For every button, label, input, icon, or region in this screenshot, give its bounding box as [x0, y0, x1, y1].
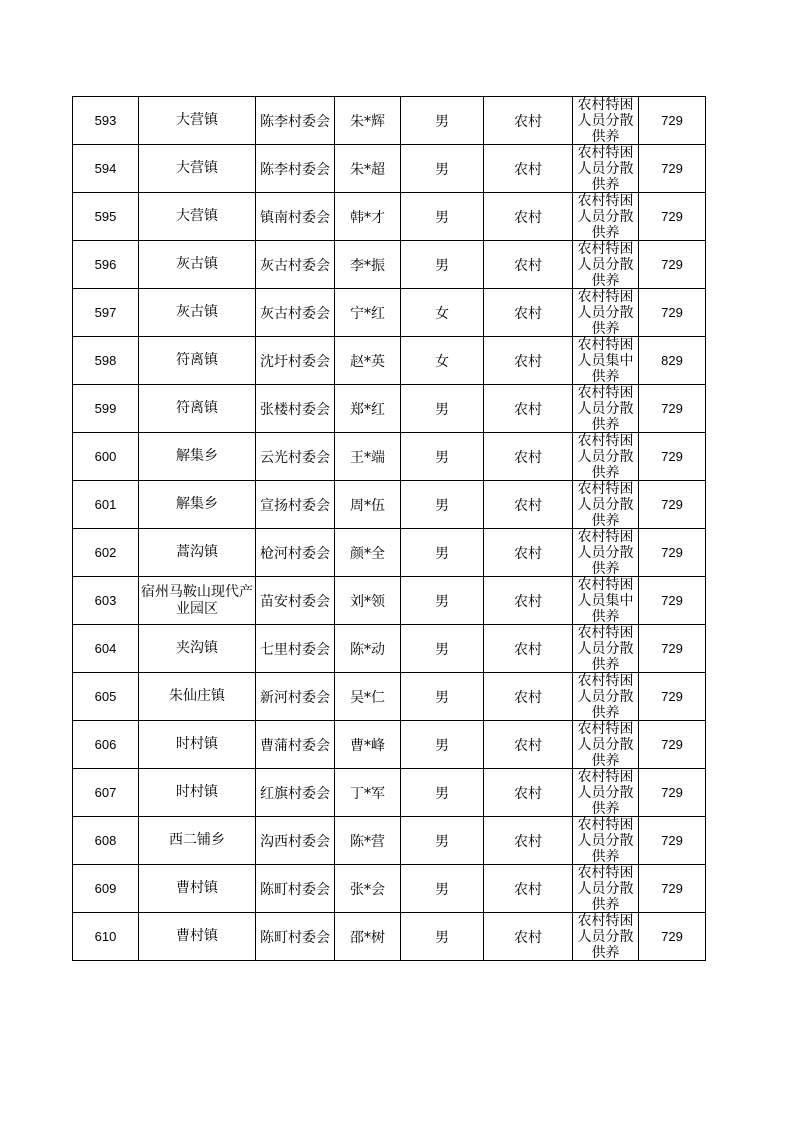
row-number-cell: 606: [73, 721, 139, 769]
support-type-text: 农村特困人员分散供养: [577, 481, 634, 528]
row-number-cell: 600: [73, 433, 139, 481]
support-type-cell: [573, 577, 639, 625]
table-row: [73, 769, 706, 817]
area-type-cell: 农村: [484, 481, 573, 529]
amount-cell: 829: [639, 337, 706, 385]
person-name-cell: 朱*辉: [335, 97, 401, 145]
table-row: [73, 913, 706, 961]
amount-cell: 729: [639, 721, 706, 769]
amount-cell: 729: [639, 529, 706, 577]
amount-cell: 729: [639, 289, 706, 337]
table-row: [73, 97, 706, 145]
amount-cell: 729: [639, 145, 706, 193]
table-row: [73, 193, 706, 241]
gender-cell: 男: [401, 529, 484, 577]
person-name-cell: 吴*仁: [335, 673, 401, 721]
amount-cell: 729: [639, 673, 706, 721]
support-type-cell: [573, 913, 639, 961]
row-number-cell: 604: [73, 625, 139, 673]
town-cell: 解集乡: [139, 433, 256, 481]
amount-cell: 729: [639, 433, 706, 481]
village-cell: 灰古村委会: [256, 289, 335, 337]
village-cell: 红旗村委会: [256, 769, 335, 817]
gender-cell: 男: [401, 193, 484, 241]
gender-cell: 男: [401, 625, 484, 673]
village-cell: 枪河村委会: [256, 529, 335, 577]
area-type-cell: 农村: [484, 145, 573, 193]
support-type-text: 农村特困人员分散供养: [577, 817, 634, 864]
town-cell: 夹沟镇: [139, 625, 256, 673]
area-type-cell: 农村: [484, 577, 573, 625]
table-row: [73, 385, 706, 433]
person-name-cell: 陈*营: [335, 817, 401, 865]
table-row: [73, 529, 706, 577]
person-name-cell: 陈*动: [335, 625, 401, 673]
support-type-cell: [573, 433, 639, 481]
table-row: [73, 721, 706, 769]
support-type-cell: [573, 337, 639, 385]
town-cell: 大营镇: [139, 145, 256, 193]
village-cell: 沈圩村委会: [256, 337, 335, 385]
row-number-cell: 602: [73, 529, 139, 577]
table-row: [73, 673, 706, 721]
table-row: [73, 241, 706, 289]
town-cell: 灰古镇: [139, 241, 256, 289]
town-cell: 大营镇: [139, 97, 256, 145]
town-cell: 时村镇: [139, 721, 256, 769]
row-number-cell: 605: [73, 673, 139, 721]
gender-cell: 男: [401, 481, 484, 529]
area-type-cell: 农村: [484, 241, 573, 289]
town-cell: 宿州马鞍山现代产业园区: [139, 577, 256, 625]
person-name-cell: 李*振: [335, 241, 401, 289]
table-row: [73, 433, 706, 481]
support-type-text: 农村特困人员分散供养: [577, 865, 634, 912]
village-cell: 陈李村委会: [256, 145, 335, 193]
gender-cell: 男: [401, 817, 484, 865]
village-cell: 新河村委会: [256, 673, 335, 721]
gender-cell: 男: [401, 865, 484, 913]
area-type-cell: 农村: [484, 865, 573, 913]
town-cell: 朱仙庄镇: [139, 673, 256, 721]
row-number-cell: 601: [73, 481, 139, 529]
table-row: [73, 865, 706, 913]
town-cell: 曹村镇: [139, 865, 256, 913]
area-type-cell: 农村: [484, 529, 573, 577]
amount-cell: 729: [639, 481, 706, 529]
support-type-text: 农村特困人员分散供养: [577, 433, 634, 480]
person-name-cell: 郑*红: [335, 385, 401, 433]
table-row: [73, 145, 706, 193]
village-cell: 七里村委会: [256, 625, 335, 673]
support-type-cell: [573, 721, 639, 769]
town-cell: 符离镇: [139, 385, 256, 433]
town-cell: 时村镇: [139, 769, 256, 817]
support-type-cell: [573, 385, 639, 433]
support-type-cell: [573, 193, 639, 241]
person-name-cell: 颜*全: [335, 529, 401, 577]
town-cell: 蒿沟镇: [139, 529, 256, 577]
support-type-text: 农村特困人员分散供养: [577, 769, 634, 816]
area-type-cell: 农村: [484, 337, 573, 385]
person-name-cell: 朱*超: [335, 145, 401, 193]
person-name-cell: 韩*才: [335, 193, 401, 241]
support-type-text: 农村特困人员分散供养: [577, 145, 634, 192]
person-name-cell: 丁*军: [335, 769, 401, 817]
gender-cell: 男: [401, 769, 484, 817]
amount-cell: 729: [639, 97, 706, 145]
amount-cell: 729: [639, 865, 706, 913]
village-cell: 灰古村委会: [256, 241, 335, 289]
amount-cell: 729: [639, 625, 706, 673]
person-name-cell: 周*伍: [335, 481, 401, 529]
row-number-cell: 594: [73, 145, 139, 193]
row-number-cell: 597: [73, 289, 139, 337]
support-type-text: 农村特困人员分散供养: [577, 193, 634, 240]
amount-cell: 729: [639, 913, 706, 961]
row-number-cell: 608: [73, 817, 139, 865]
gender-cell: 女: [401, 337, 484, 385]
village-cell: 陈李村委会: [256, 97, 335, 145]
area-type-cell: 农村: [484, 769, 573, 817]
gender-cell: 男: [401, 673, 484, 721]
village-cell: 张楼村委会: [256, 385, 335, 433]
table-row: [73, 337, 706, 385]
support-type-cell: [573, 865, 639, 913]
area-type-cell: 农村: [484, 817, 573, 865]
support-type-cell: [573, 145, 639, 193]
gender-cell: 男: [401, 145, 484, 193]
person-name-cell: 张*会: [335, 865, 401, 913]
village-cell: 陈町村委会: [256, 913, 335, 961]
support-type-cell: [573, 769, 639, 817]
gender-cell: 女: [401, 289, 484, 337]
town-cell: 灰古镇: [139, 289, 256, 337]
gender-cell: 男: [401, 97, 484, 145]
support-type-text: 农村特困人员分散供养: [577, 913, 634, 960]
row-number-cell: 596: [73, 241, 139, 289]
row-number-cell: 610: [73, 913, 139, 961]
gender-cell: 男: [401, 913, 484, 961]
town-cell: 大营镇: [139, 193, 256, 241]
gender-cell: 男: [401, 385, 484, 433]
person-name-cell: 宁*红: [335, 289, 401, 337]
person-name-cell: 赵*英: [335, 337, 401, 385]
table-row: [73, 625, 706, 673]
support-type-cell: [573, 625, 639, 673]
table-row: [73, 817, 706, 865]
support-type-text: 农村特困人员分散供养: [577, 97, 634, 144]
amount-cell: 729: [639, 385, 706, 433]
gender-cell: 男: [401, 577, 484, 625]
village-cell: 曹蒲村委会: [256, 721, 335, 769]
village-cell: 镇南村委会: [256, 193, 335, 241]
row-number-cell: 593: [73, 97, 139, 145]
town-cell: 解集乡: [139, 481, 256, 529]
table-row: [73, 481, 706, 529]
amount-cell: 729: [639, 769, 706, 817]
support-type-text: 农村特困人员分散供养: [577, 625, 634, 672]
table-row: [73, 289, 706, 337]
area-type-cell: 农村: [484, 673, 573, 721]
support-type-text: 农村特困人员分散供养: [577, 529, 634, 576]
support-type-text: 农村特困人员分散供养: [577, 289, 634, 336]
support-type-cell: [573, 673, 639, 721]
person-name-cell: 刘*领: [335, 577, 401, 625]
area-type-cell: 农村: [484, 289, 573, 337]
amount-cell: 729: [639, 577, 706, 625]
row-number-cell: 609: [73, 865, 139, 913]
village-cell: 陈町村委会: [256, 865, 335, 913]
support-type-text: 农村特困人员分散供养: [577, 721, 634, 768]
area-type-cell: 农村: [484, 625, 573, 673]
gender-cell: 男: [401, 721, 484, 769]
table-row: [73, 577, 706, 625]
support-type-cell: [573, 529, 639, 577]
support-type-cell: [573, 289, 639, 337]
area-type-cell: 农村: [484, 97, 573, 145]
village-cell: 云光村委会: [256, 433, 335, 481]
row-number-cell: 595: [73, 193, 139, 241]
area-type-cell: 农村: [484, 433, 573, 481]
town-cell: 符离镇: [139, 337, 256, 385]
village-cell: 沟西村委会: [256, 817, 335, 865]
support-type-cell: [573, 241, 639, 289]
gender-cell: 男: [401, 433, 484, 481]
person-name-cell: 邵*树: [335, 913, 401, 961]
support-type-text: 农村特困人员集中供养: [577, 337, 634, 384]
support-type-cell: [573, 817, 639, 865]
support-type-cell: [573, 481, 639, 529]
support-type-text: 农村特困人员集中供养: [577, 577, 634, 624]
gender-cell: 男: [401, 241, 484, 289]
support-type-text: 农村特困人员分散供养: [577, 673, 634, 720]
row-number-cell: 598: [73, 337, 139, 385]
area-type-cell: 农村: [484, 193, 573, 241]
row-number-cell: 603: [73, 577, 139, 625]
amount-cell: 729: [639, 241, 706, 289]
area-type-cell: 农村: [484, 385, 573, 433]
village-cell: 宣扬村委会: [256, 481, 335, 529]
amount-cell: 729: [639, 817, 706, 865]
town-cell: 西二铺乡: [139, 817, 256, 865]
row-number-cell: 599: [73, 385, 139, 433]
area-type-cell: 农村: [484, 721, 573, 769]
row-number-cell: 607: [73, 769, 139, 817]
data-table: [72, 96, 706, 961]
support-type-cell: [573, 97, 639, 145]
person-name-cell: 曹*峰: [335, 721, 401, 769]
village-cell: 苗安村委会: [256, 577, 335, 625]
amount-cell: 729: [639, 193, 706, 241]
person-name-cell: 王*端: [335, 433, 401, 481]
support-type-text: 农村特困人员分散供养: [577, 241, 634, 288]
town-cell: 曹村镇: [139, 913, 256, 961]
area-type-cell: 农村: [484, 913, 573, 961]
table-body: [73, 97, 706, 961]
support-type-text: 农村特困人员分散供养: [577, 385, 634, 432]
